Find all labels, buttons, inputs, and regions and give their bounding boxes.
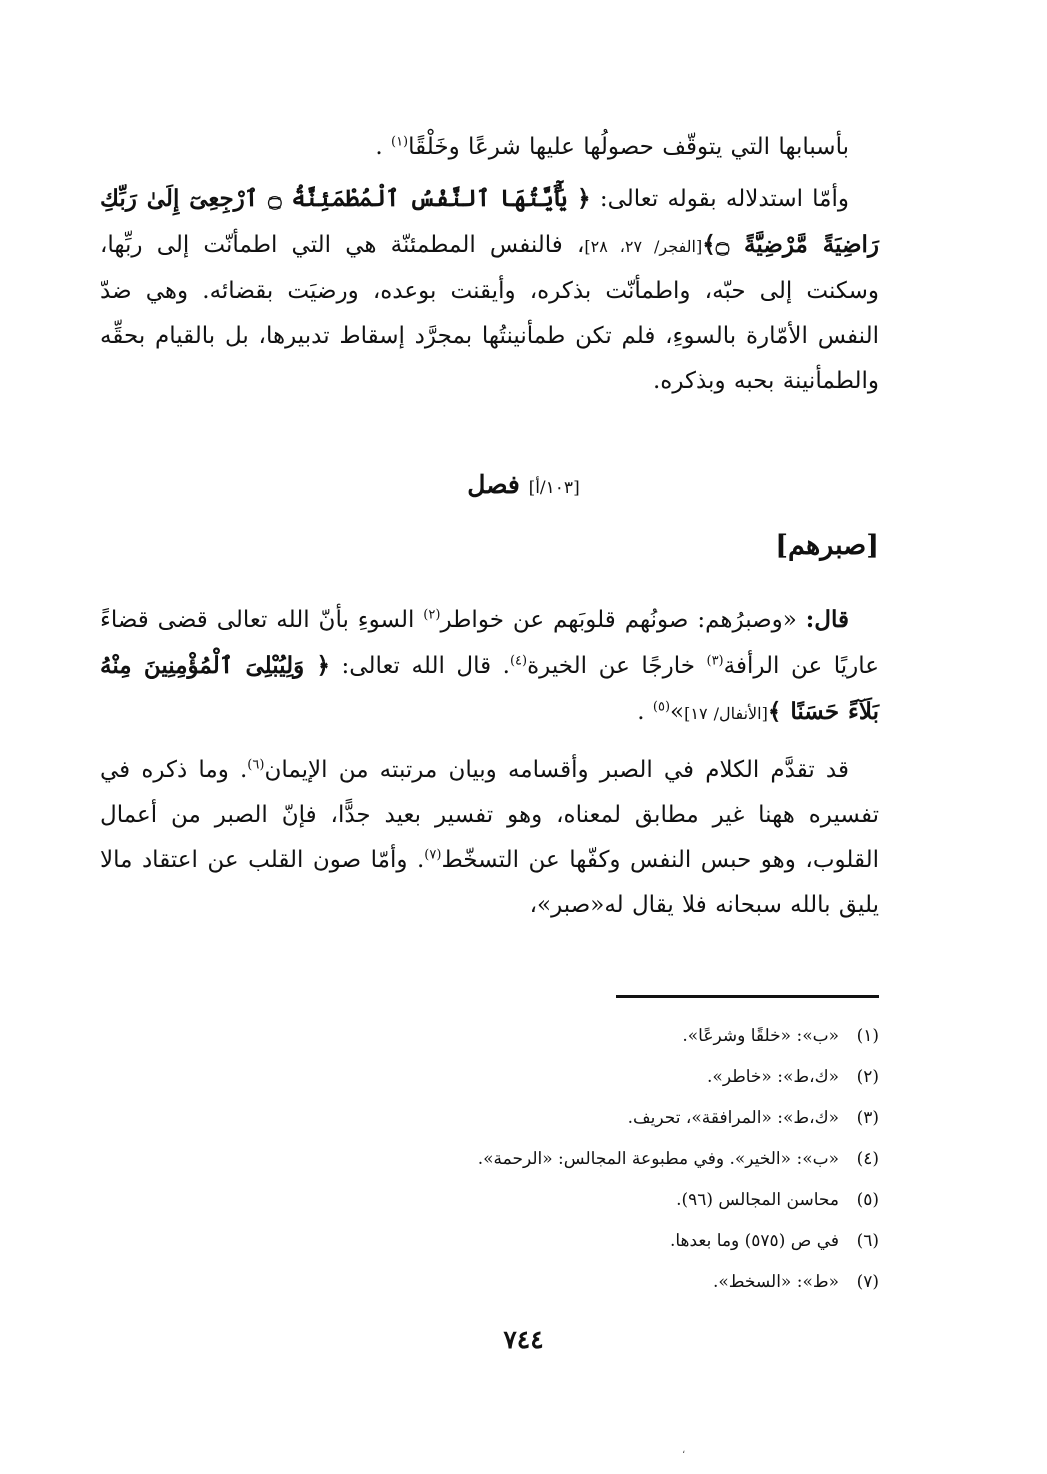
footnote-ref-6[interactable]: (٦) [247, 757, 265, 773]
quran-verse-anfal: ﴿ وَلِيُبْلِىَ ٱلْمُؤْمِنِينَ مِنْهُ بَلَآءً حَسَنًا ﴾ [100, 652, 879, 725]
footnote-ref-1[interactable]: (١) [390, 134, 409, 150]
section-heading [0, 470, 1047, 499]
footnote-5 [300, 1180, 879, 1221]
subheading: [صبرهم] [775, 530, 879, 561]
footnote-ref-3[interactable]: (٣) [706, 653, 724, 669]
footnote-number: (٣) [856, 1108, 879, 1128]
p3-b: السوءِ بأنّ الله تعالى قضى قضاءً عاريًا عن الرأفة [100, 607, 880, 679]
footnote-text: محاسن المجالس (٩٦). [676, 1190, 839, 1210]
footnotes-list [300, 1016, 879, 1303]
p4-b: . وما ذكره في تفسيره ههنا غير مطابق لمعناه، وهو تفسير بعيد جدًّا، فإنّ الصبر من أعمال القلوب، وهو حبس النفس وكفّها عن التسخّط [100, 757, 880, 873]
footnote-number: (٥) [856, 1190, 879, 1210]
p3-label: قال: [805, 606, 849, 633]
footnote-number: (٢) [856, 1067, 879, 1087]
manuscript-folio-ref: [١٠٣/أ] [528, 478, 580, 498]
section-title: فصل [467, 470, 520, 499]
p3-a: «وصبرُهم: صونُهم قلوبَهم عن خواطر [440, 607, 806, 633]
footnote-text: «ك،ط»: «خاطر». [707, 1067, 839, 1087]
verse-reference-fajr: [الفجر/ ٢٧، ٢٨] [584, 237, 703, 256]
footnote-7 [300, 1262, 879, 1303]
footnote-text: «ك،ط»: «المرافقة»، تحريف. [627, 1108, 839, 1128]
footnote-number: (٧) [856, 1272, 879, 1292]
footnote-text: «ب»: «خلقًا وشرعًا». [682, 1026, 839, 1046]
p1-text: بأسبابها التي يتوقّف حصولُها عليها شرعًا وخَلْقًا [408, 134, 849, 160]
p1-end: . [375, 134, 391, 160]
paragraph-3 [100, 597, 879, 736]
footnote-ref-5[interactable]: (٥) [652, 699, 671, 715]
verse-reference-anfal: [الأنفال/ ١٧] [684, 704, 768, 723]
p2-intro: وأمّا استدلاله بقوله تعالى: [590, 186, 849, 212]
quran-verse-fajr: ﴿ يَٰٓأَيَّتُهَا ٱلنَّفْسُ ٱلْمُطْمَئِنَّةُ ۝ ٱرْجِعِىٓ إِلَىٰ رَبِّكِ رَاضِيَةً مَّرْضِيَّةً ۝﴾ [100, 185, 880, 258]
main-text-block-top [100, 125, 879, 404]
footnote-ref-7[interactable]: (٧) [424, 847, 442, 863]
paragraph-1 [100, 125, 879, 170]
footnote-text: «ب»: «الخير». وفي مطبوعة المجالس: «الرحمة». [477, 1149, 839, 1169]
p3-d: . قال الله تعالى: [329, 653, 510, 679]
p4-c: . وأمّا صون القلب عن اعتقاد مالا يليق بالله سبحانه فلا يقال له«صبر»، [100, 847, 879, 918]
bottom-mark: ، [682, 1445, 686, 1456]
footnote-number: (١) [856, 1026, 879, 1046]
footnote-number: (٦) [856, 1231, 879, 1251]
footnote-number: (٤) [856, 1149, 879, 1169]
footnote-3 [300, 1098, 879, 1139]
main-text-block-bottom [100, 597, 879, 928]
footnote-2 [300, 1057, 879, 1098]
p3-c: خارجًا عن الخيرة [527, 653, 707, 679]
paragraph-2 [100, 176, 879, 404]
footnote-6 [300, 1221, 879, 1262]
p2-body: ، فالنفس المطمئنّة هي التي اطمأنّت إلى ربِّها، وسكنت إلى حبّه، واطمأنّت بذكره، وأيقنت بوعده، ورضيَت بقضائه. وهي ضدّ النفس الأمّارة بالسوءِ، فلم تكن طمأنينتُها بمجرَّد إسقاط تدبيرها، بل بالقيام بحقِّه والطمأنينة بحبه وبذكره. [100, 232, 879, 394]
footnote-separator [616, 995, 879, 998]
p3-end: . [637, 699, 653, 725]
footnote-text: في ص (٥٧٥) وما بعدها. [669, 1231, 839, 1251]
footnote-4 [300, 1139, 879, 1180]
page-number: ٧٤٤ [503, 1325, 544, 1354]
paragraph-4 [100, 748, 879, 928]
p3-e: » [670, 699, 685, 725]
footnote-ref-2[interactable]: (٢) [423, 607, 441, 623]
footnote-text: «ط»: «السخط». [712, 1272, 839, 1292]
footnote-ref-4[interactable]: (٤) [509, 653, 528, 669]
footnote-1 [300, 1016, 879, 1057]
p4-a: قد تقدَّم الكلام في الصبر وأقسامه وبيان مرتبته من الإيمان [264, 757, 849, 783]
